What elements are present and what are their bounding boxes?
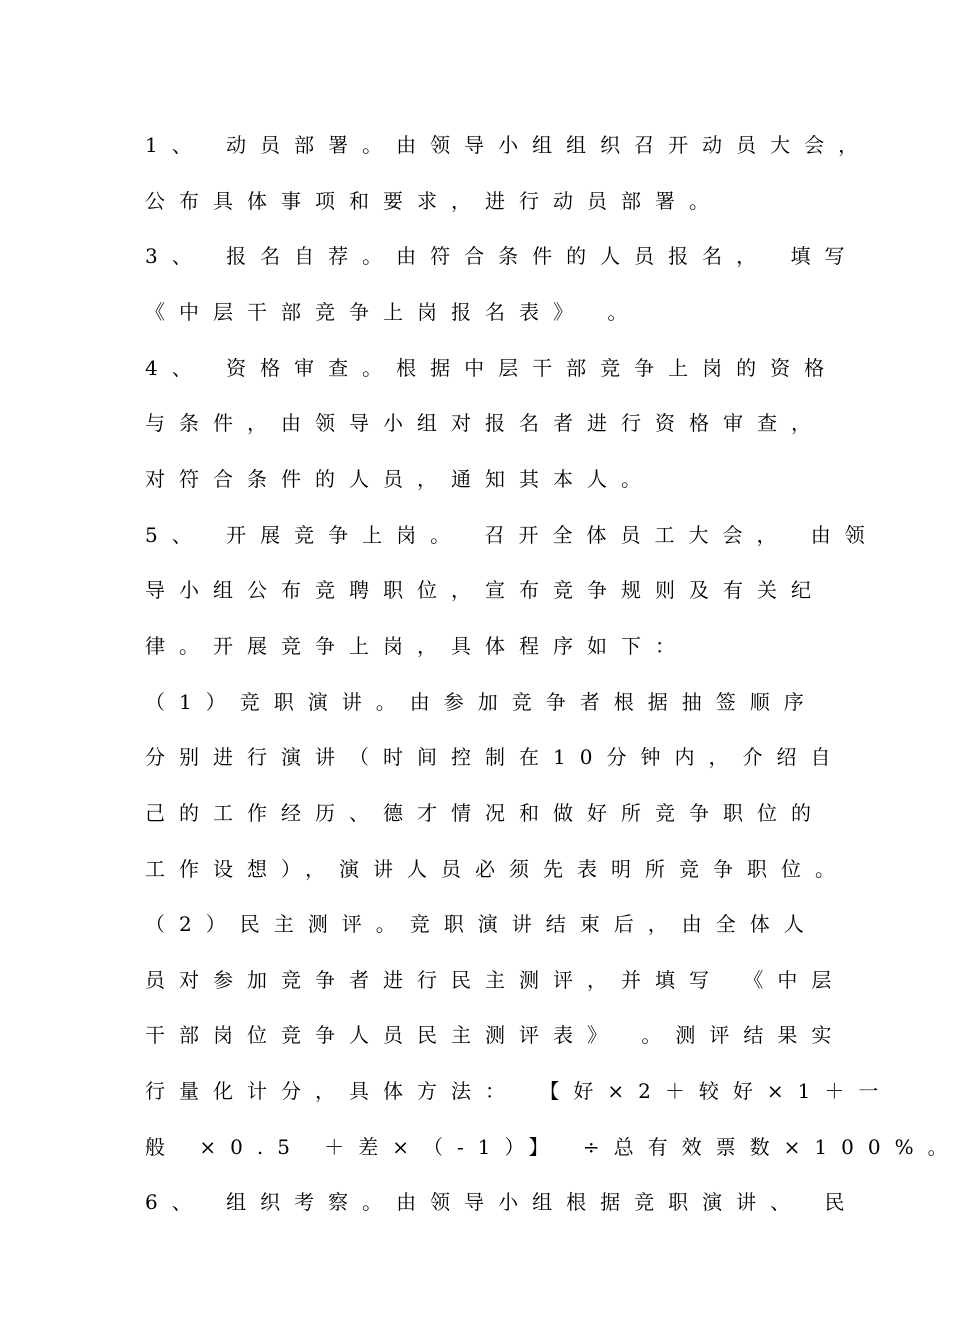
text-line-8: 5、 开展竞争上岗。 召开全体员工大会， 由领 (145, 523, 879, 547)
text-line-14: 工作设想），演讲人员必须先表明所竞争职位。 (145, 857, 849, 881)
text-line-15: （2）民主测评。竞职演讲结束后，由全体人 (145, 912, 818, 936)
text-line-2: 公布具体事项和要求，进行动员部署。 (145, 189, 723, 213)
text-line-1: 1、 动员部署。由领导小组组织召开动员大会， (145, 133, 873, 157)
text-line-11: （1）竞职演讲。由参加竞争者根据抽签顺序 (145, 690, 818, 714)
text-line-5: 4、 资格审查。根据中层干部竞争上岗的资格 (145, 356, 839, 380)
text-line-19: 般 ×0.5 ＋差×（-1）】 ÷总有效票数×100%。 (145, 1135, 962, 1159)
text-line-10: 律。开展竞争上岗，具体程序如下： (145, 634, 689, 658)
text-line-7: 对符合条件的人员，通知其本人。 (145, 467, 655, 491)
text-line-13: 己的工作经历、德才情况和做好所竞争职位的 (145, 801, 825, 825)
text-line-9: 导小组公布竞聘职位，宣布竞争规则及有关纪 (145, 578, 825, 602)
text-line-6: 与条件，由领导小组对报名者进行资格审查， (145, 411, 825, 435)
text-line-20: 6、 组织考察。由领导小组根据竞职演讲、 民 (145, 1190, 859, 1214)
text-line-3: 3、 报名自荐。由符合条件的人员报名， 填写 (145, 244, 859, 268)
text-line-17: 干部岗位竞争人员民主测评表》 。测评结果实 (145, 1023, 846, 1047)
text-line-16: 员对参加竞争者进行民主测评，并填写 《中层 (145, 968, 846, 992)
text-line-18: 行量化计分，具体方法： 【好×2＋较好×1＋一 (145, 1079, 893, 1103)
text-line-12: 分别进行演讲（时间控制在10分钟内，介绍自 (145, 745, 845, 769)
text-line-4: 《中层干部竞争上岗报名表》 。 (145, 300, 642, 324)
